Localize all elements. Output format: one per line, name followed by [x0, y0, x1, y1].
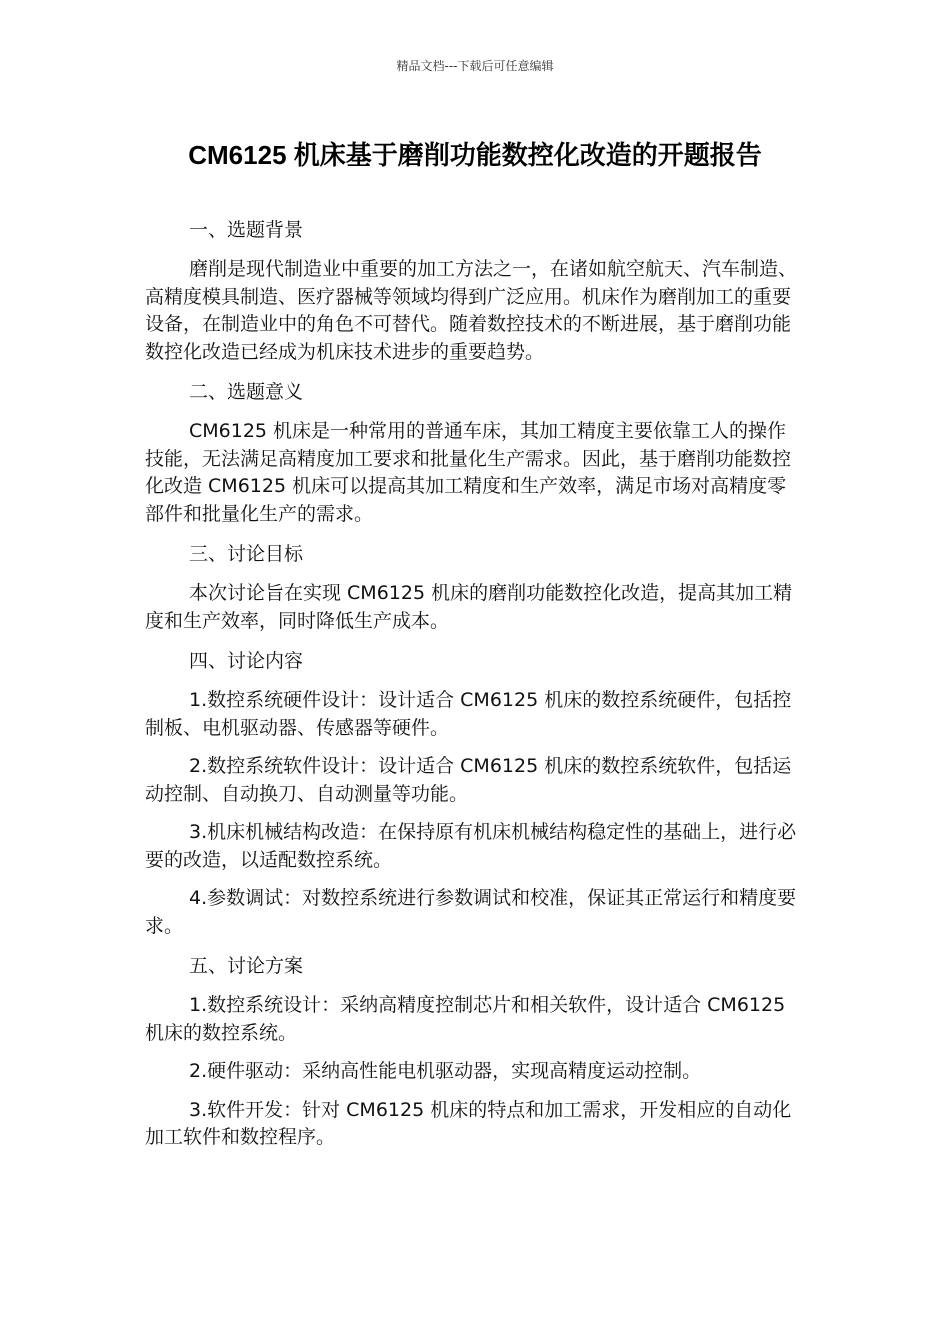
- list-item: 1.数控系统设计：采纳高精度控制芯片和相关软件，设计适合 CM6125 机床的数控系统。: [145, 994, 786, 1044]
- document-title: CM6125 机床基于磨削功能数控化改造的开题报告: [188, 140, 762, 170]
- section-significance: [145, 377, 805, 528]
- document-body: [145, 215, 805, 1163]
- paragraph: 磨削是现代制造业中重要的加工方法之一，在诸如航空航天、汽车制造、高精度模具制造、医疗器械等领域均得到广泛应用。机床作为磨削加工的重要设备，在制造业中的角色不可替代。随着数控技术的不断进展，基于磨削功能数控化改造已经成为机床技术进步的重要趋势。: [145, 258, 798, 363]
- section-heading: 四、讨论内容: [189, 650, 304, 672]
- list-item: 2.数控系统软件设计：设计适合 CM6125 机床的数控系统软件，包括运动控制、自动换刀、自动测量等功能。: [145, 755, 792, 805]
- paragraph: 本次讨论旨在实现 CM6125 机床的磨削功能数控化改造，提高其加工精度和生产效率，同时降低生产成本。: [145, 582, 793, 632]
- header-note: 精品文档---下载后可任意编辑: [396, 59, 554, 73]
- list-item: 3.机床机械结构改造：在保持原有机床机械结构稳定性的基础上，进行必要的改造，以适配数控系统。: [145, 821, 797, 871]
- section-background: [145, 215, 805, 366]
- section-objectives: [145, 539, 805, 635]
- section-heading: 一、选题背景: [189, 219, 304, 241]
- list-item: 4.参数调试：对数控系统进行参数调试和校准，保证其正常运行和精度要求。: [145, 887, 797, 937]
- section-heading: 五、讨论方案: [189, 955, 304, 977]
- section-content: [145, 646, 805, 940]
- list-item: 2.硬件驱动：采纳高性能电机驱动器，实现高精度运动控制。: [189, 1060, 702, 1082]
- paragraph: CM6125 机床是一种常用的普通车床，其加工精度主要依靠工人的操作技能，无法满足高精度加工要求和批量化生产需求。因此，基于磨削功能数控化改造 CM6125 机床可以提高其加工精度和生产效率，满足市场对高精度零部件和批量化生产的需求。: [145, 420, 792, 525]
- section-plan: [145, 951, 805, 1152]
- section-heading: 二、选题意义: [189, 381, 304, 403]
- list-item: 3.软件开发：针对 CM6125 机床的特点和加工需求，开发相应的自动化加工软件和数控程序。: [145, 1098, 792, 1148]
- list-item: 1.数控系统硬件设计：设计适合 CM6125 机床的数控系统硬件，包括控制板、电机驱动器、传感器等硬件。: [145, 689, 792, 739]
- section-heading: 三、讨论目标: [189, 543, 304, 565]
